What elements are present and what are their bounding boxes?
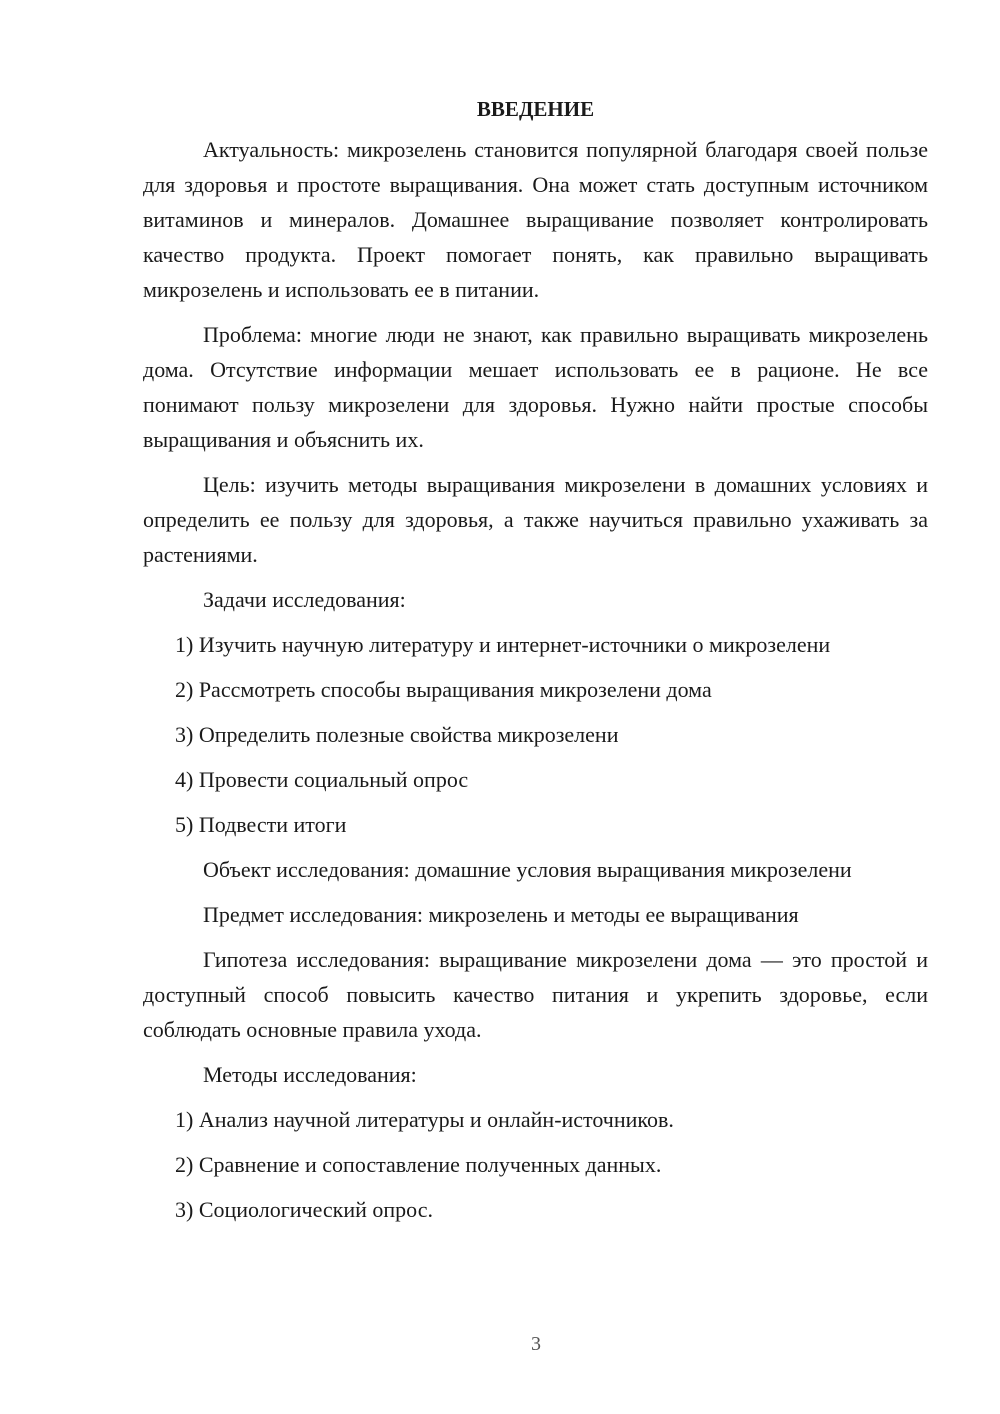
page-content	[143, 92, 928, 1237]
list-item: 5) Подвести итоги	[175, 812, 347, 837]
page-number: 3	[531, 1333, 541, 1355]
problem-paragraph: Проблема: многие люди не знают, как правильно выращивать микрозелень дома. Отсутствие информации мешает использовать ее в рационе. Не все понимают пользу микрозелени для здоровья. Нужно найти простые способы выращивания и объяснить их.	[143, 322, 928, 452]
goal-paragraph: Цель: изучить методы выращивания микрозелени в домашних условиях и определить ее пользу для здоровья, а также научиться правильно ухаживать за растениями.	[143, 472, 928, 567]
list-item: 3) Социологический опрос.	[175, 1197, 433, 1222]
methods-heading: Методы исследования:	[203, 1062, 417, 1087]
relevance-paragraph: Актуальность: микрозелень становится популярной благодаря своей пользе для здоровья и простоте выращивания. Она может стать доступным источником витаминов и минералов. Домашнее выращивание позволяет контролировать качество продукта. Проект помогает понять, как правильно выращивать микрозелень и использовать ее в питании.	[143, 137, 928, 302]
tasks-heading: Задачи исследования:	[203, 587, 406, 612]
page-title: ВВЕДЕНИЕ	[476, 97, 595, 121]
tasks-list	[143, 627, 928, 842]
list-item: 2) Рассмотреть способы выращивания микрозелени дома	[175, 677, 712, 702]
methods-list	[143, 1102, 928, 1227]
list-item: 1) Анализ научной литературы и онлайн-источников.	[175, 1107, 674, 1132]
object-paragraph: Объект исследования: домашние условия выращивания микрозелени	[203, 857, 852, 882]
list-item: 4) Провести социальный опрос	[175, 767, 469, 792]
hypothesis-paragraph: Гипотеза исследования: выращивание микрозелени дома — это простой и доступный способ повысить качество питания и укрепить здоровье, если соблюдать основные правила ухода.	[143, 947, 928, 1042]
list-item: 1) Изучить научную литературу и интернет-источники о микрозелени	[175, 632, 831, 657]
list-item: 2) Сравнение и сопоставление полученных данных.	[175, 1152, 662, 1177]
list-item: 3) Определить полезные свойства микрозелени	[175, 722, 619, 747]
subject-paragraph: Предмет исследования: микрозелень и методы ее выращивания	[203, 902, 799, 927]
